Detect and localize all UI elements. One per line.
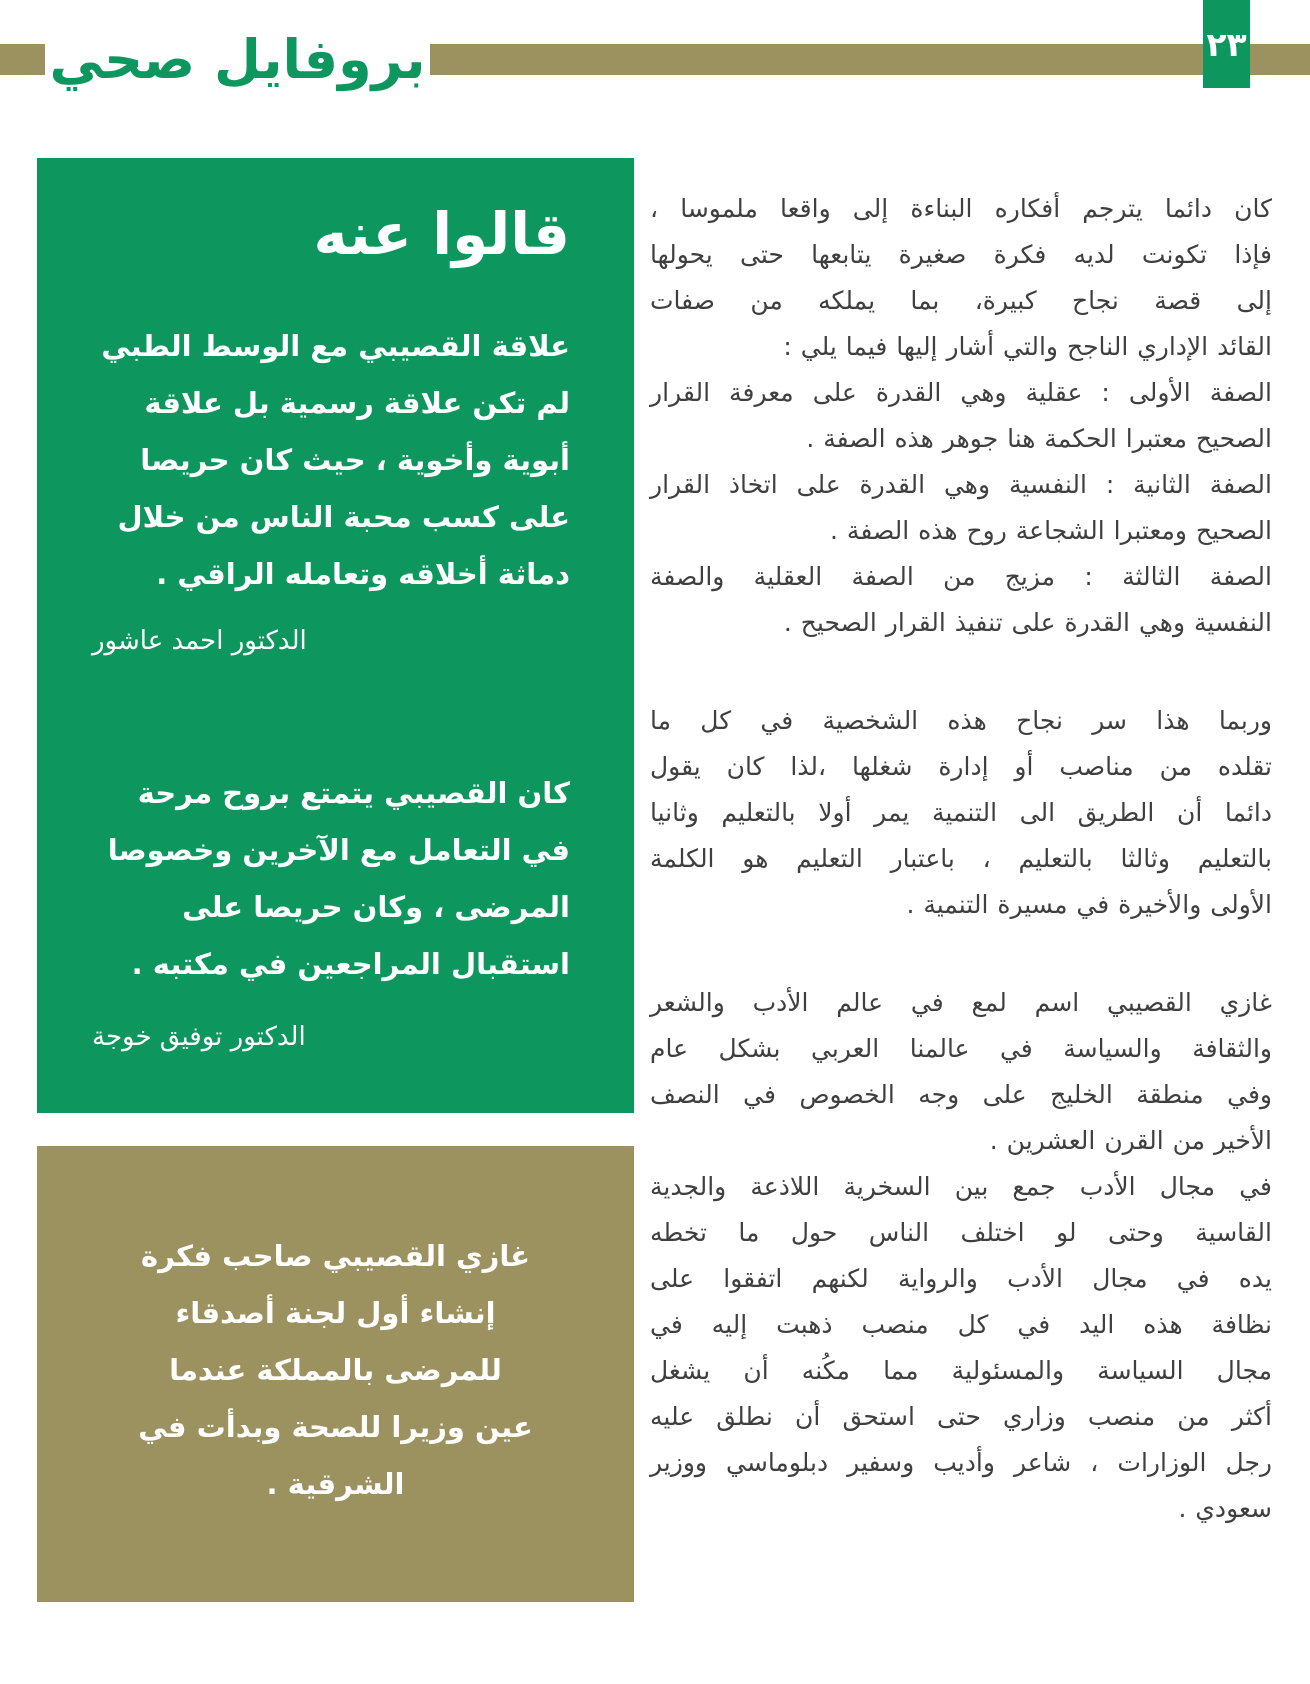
quotes-box-title: قالوا عنه [313,200,570,268]
quote-line: أبوية وأخوية ، حيث كان حريصا [140,443,570,477]
quote-line: علاقة القصيبي مع الوسط الطبي [101,329,570,363]
article-line: في مجال الأدب جمع بين السخرية اللاذعة والجدية [650,1172,1272,1201]
article-line: وفي منطقة الخليج على وجه الخصوص في النصف [650,1080,1272,1109]
highlight-line: عين وزيرا للصحة وبدأت في [138,1410,533,1444]
article-line: القائد الإداري الناجح والتي أشار إليها فيما يلي : [783,332,1272,361]
quote-line: استقبال المراجعين في مكتبه . [131,947,570,981]
highlight-line: غازي القصيبي صاحب فكرة [140,1239,531,1273]
highlight-box [37,1146,634,1602]
quotes-box [37,158,634,1113]
article-line: يده في مجال الأدب والرواية لكنهم اتفقوا على [650,1264,1272,1293]
quote-line: دماثة أخلاقه وتعامله الراقي . [156,557,570,591]
article-line: أكثر من منصب وزاري حتى استحق أن نطلق عليه [650,1402,1272,1431]
article-line: والثقافة والسياسة في عالمنا العربي بشكل عام [650,1034,1272,1063]
highlight-line: إنشاء أول لجنة أصدقاء [175,1296,496,1330]
quote-2 [92,765,570,993]
article-line: إلى قصة نجاح كبيرة، بما يملكه من صفات [650,286,1272,315]
article-line: نظافة هذه اليد في كل منصب ذهبت إليه في [650,1310,1272,1339]
article-line: بالتعليم وثالثا بالتعليم ، باعتبار التعليم هو الكلمة [650,844,1272,873]
quote-line: لم تكن علاقة رسمية بل علاقة [144,386,570,420]
article-line: غازي القصيبي اسم لمع في عالم الأدب والشعر [650,988,1272,1017]
quote-line: في التعامل مع الآخرين وخصوصا [107,833,570,867]
quote-line: المرضى ، وكان حريصا على [182,890,570,924]
article-line: مجال السياسة والمسئولية مما مكُنه أن يشغل [650,1356,1272,1385]
quote-1-attribution: الدكتور احمد عاشور [92,626,307,656]
highlight-line: للمرضى بالمملكة عندما [169,1353,502,1387]
article-line: تقلده من مناصب أو إدارة شغلها ،لذا كان يقول [650,752,1272,781]
article-line: الصفة الثانية : النفسية وهي القدرة على اتخاذ القرار [650,470,1272,499]
quote-1 [92,318,570,603]
header-logo-area [45,0,430,118]
quote-line: على كسب محبة الناس من خلال [117,500,570,534]
quote-line: كان القصيبي يتمتع بروح مرحة [137,776,570,810]
article-line: الأولى والأخيرة في مسيرة التنمية . [906,890,1272,919]
article-line: وربما هذا سر نجاح هذه الشخصية في كل ما [650,706,1272,735]
article-line: الصحيح معتبرا الحكمة هنا جوهر هذه الصفة . [806,424,1272,453]
article-column [650,186,1272,1532]
article-line: كان دائما يترجم أفكاره البناءة إلى واقعا ملموسا ، [650,194,1272,223]
article-line: الصحيح ومعتبرا الشجاعة روح هذه الصفة . [830,516,1272,545]
article-line: دائما أن الطريق الى التنمية يمر أولا بالتعليم وثانيا [650,798,1272,827]
article-line: سعودي . [1178,1494,1272,1523]
article-line: فإذا تكونت لديه فكرة صغيرة يتابعها حتى يحولها [650,240,1272,269]
section-logo: بروفايل صحي [49,27,426,91]
article-line: الأخير من القرن العشرين . [989,1126,1272,1155]
article-line: الصفة الأولى : عقلية وهي القدرة على معرفة القرار [650,378,1272,407]
article-line: رجل الوزارات ، شاعر وأديب وسفير دبلوماسي ووزير [650,1448,1272,1477]
highlight-line: الشرقية . [266,1467,405,1501]
article-line: الصفة الثالثة : مزيج من الصفة العقلية والصفة [650,562,1272,591]
article-line: القاسية وحتى لو اختلف الناس حول ما تخطه [650,1218,1272,1247]
article-line: النفسية وهي القدرة على تنفيذ القرار الصحيح . [783,608,1272,637]
quote-2-attribution: الدكتور توفيق خوجة [92,1022,306,1052]
page-number-box [1203,0,1250,88]
page-number: ٢٣ [1206,24,1247,64]
